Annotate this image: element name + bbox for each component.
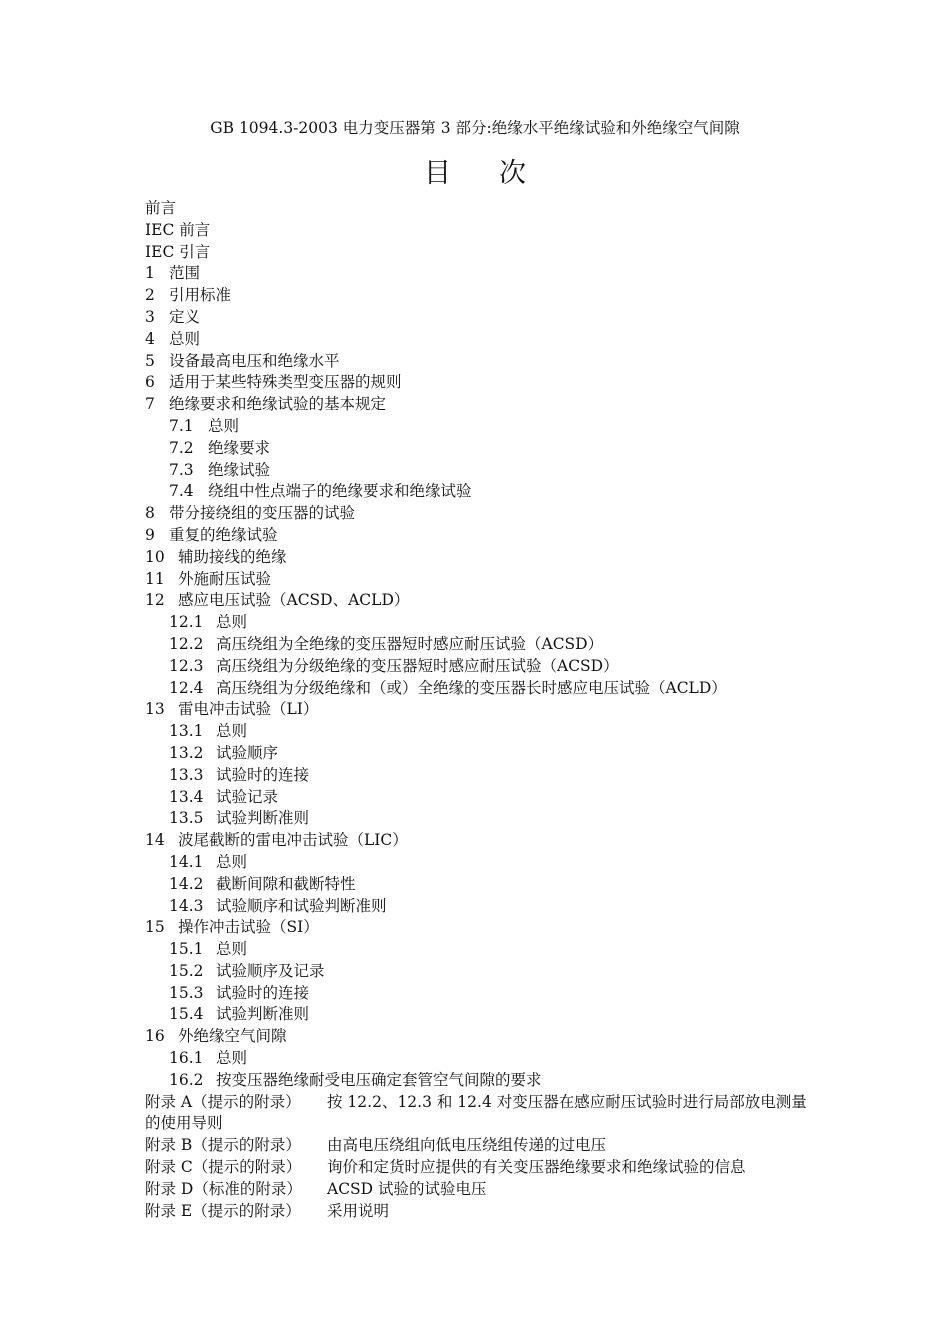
appendix-title: 由高电压绕组向低电压绕组传递的过电压 (327, 1136, 607, 1155)
toc-subsection-entry[interactable] (145, 612, 815, 634)
toc-subsection-entry[interactable] (145, 634, 815, 656)
toc-section-entry[interactable] (145, 263, 815, 285)
toc-entry-title: 绝缘要求和绝缘试验的基本规定 (169, 395, 387, 414)
toc-entry-number: 15 (145, 918, 165, 937)
toc-section-entry[interactable] (145, 503, 815, 525)
toc-appendix-entry[interactable] (145, 1135, 815, 1157)
toc-section-entry[interactable] (145, 590, 815, 612)
table-of-contents (145, 198, 815, 1222)
toc-entry-number: 5 (145, 351, 155, 370)
toc-entry-title: 试验判断准则 (216, 1005, 310, 1024)
toc-entry-number: 13.2 (169, 743, 204, 762)
toc-entry-title: 感应电压试验（ACSD、ACLD） (178, 591, 410, 610)
toc-entry-title: 总则 (216, 1049, 248, 1068)
toc-entry-title: 高压绕组为全绝缘的变压器短时感应耐压试验（ACSD） (216, 634, 604, 653)
appendix-title: ACSD 试验的试验电压 (327, 1179, 487, 1198)
toc-section-entry[interactable] (145, 917, 815, 939)
appendix-label: 附录 A（提示的附录） (145, 1092, 301, 1111)
appendix-label: 附录 E（提示的附录） (145, 1201, 301, 1220)
toc-entry-title: 总则 (216, 722, 248, 741)
toc-entry-title: 总则 (216, 940, 248, 959)
toc-subsection-entry[interactable] (145, 656, 815, 678)
toc-entry-number: 15.4 (169, 1005, 204, 1024)
toc-entry-number: 13 (145, 700, 165, 719)
toc-entry-number: 1 (145, 264, 155, 283)
toc-subsection-entry[interactable] (145, 481, 815, 503)
appendix-title: 按 12.2、12.3 和 12.4 对变压器在感应耐压试验时进行局部放电测量的使用导则 (145, 1092, 807, 1133)
toc-subsection-entry[interactable] (145, 765, 815, 787)
toc-section-entry[interactable] (145, 525, 815, 547)
toc-entry-number: 7.3 (169, 460, 194, 479)
toc-section-entry[interactable] (145, 830, 815, 852)
toc-subsection-entry[interactable] (145, 787, 815, 809)
toc-entry-title: 雷电冲击试验（LI） (178, 700, 319, 719)
toc-entry-number: 2 (145, 286, 155, 305)
toc-subsection-entry[interactable] (145, 852, 815, 874)
toc-subsection-entry[interactable] (145, 1070, 815, 1092)
toc-subsection-entry[interactable] (145, 743, 815, 765)
toc-entry-number: 10 (145, 547, 165, 566)
toc-entry-number: 7.1 (169, 416, 194, 435)
toc-section-entry[interactable] (145, 307, 815, 329)
toc-entry-number: 12.3 (169, 656, 204, 675)
toc-subsection-entry[interactable] (145, 896, 815, 918)
toc-entry-title: 试验顺序及记录 (216, 961, 325, 980)
toc-entry-number: 15.2 (169, 961, 204, 980)
toc-entry-title: 设备最高电压和绝缘水平 (169, 351, 340, 370)
toc-subsection-entry[interactable] (145, 460, 815, 482)
appendix-label: 附录 D（标准的附录） (145, 1179, 302, 1198)
toc-section-entry[interactable] (145, 372, 815, 394)
toc-entry-title: 截断间隙和截断特性 (216, 874, 356, 893)
toc-section-entry[interactable] (145, 220, 815, 242)
toc-entry-title: 定义 (169, 307, 201, 326)
toc-entry-title: 按变压器绝缘耐受电压确定套管空气间隙的要求 (216, 1070, 542, 1089)
appendix-label: 附录 B（提示的附录） (145, 1136, 301, 1155)
toc-entry-number: 9 (145, 525, 155, 544)
toc-entry-title: 绕组中性点端子的绝缘要求和绝缘试验 (208, 482, 472, 501)
toc-entry-title: 总则 (169, 329, 201, 348)
toc-section-entry[interactable] (145, 699, 815, 721)
toc-entry-number: 12.2 (169, 634, 204, 653)
toc-entry-title: 适用于某些特殊类型变压器的规则 (169, 373, 402, 392)
toc-entry-number: 16.1 (169, 1049, 204, 1068)
toc-entry-title: 总则 (216, 852, 248, 871)
toc-entry-title: 试验时的连接 (216, 765, 310, 784)
toc-entry-number: 13.1 (169, 722, 204, 741)
toc-subsection-entry[interactable] (145, 416, 815, 438)
toc-entry-number: 13.5 (169, 809, 204, 828)
toc-entry-number: 12.4 (169, 678, 204, 697)
toc-subsection-entry[interactable] (145, 1004, 815, 1026)
toc-entry-title: 试验顺序和试验判断准则 (216, 896, 387, 915)
toc-subsection-entry[interactable] (145, 983, 815, 1005)
toc-section-entry[interactable] (145, 394, 815, 416)
toc-entry-title: 试验判断准则 (216, 809, 310, 828)
toc-section-entry[interactable] (145, 569, 815, 591)
toc-entry-title: 试验记录 (216, 787, 279, 806)
toc-appendix-entry[interactable] (145, 1201, 815, 1223)
toc-entry-number: 15.1 (169, 940, 204, 959)
toc-entry-title: 绝缘试验 (208, 460, 271, 479)
toc-section-entry[interactable] (145, 547, 815, 569)
toc-section-entry[interactable] (145, 351, 815, 373)
appendix-title: 询价和定货时应提供的有关变压器绝缘要求和绝缘试验的信息 (327, 1158, 746, 1177)
toc-entry-title: 波尾截断的雷电冲击试验（LIC） (178, 831, 408, 850)
toc-heading-char-1: 目 (424, 158, 451, 189)
toc-entry-number: 13.3 (169, 765, 204, 784)
toc-section-entry[interactable] (145, 285, 815, 307)
toc-appendix-entry[interactable] (145, 1179, 815, 1201)
toc-entry-title: 高压绕组为分级绝缘和（或）全绝缘的变压器长时感应电压试验（ACLD） (216, 678, 727, 697)
toc-entry-title: 操作冲击试验（SI） (178, 918, 319, 937)
toc-entry-number: 7.4 (169, 482, 194, 501)
toc-section-entry[interactable] (145, 198, 815, 220)
toc-entry-number: 6 (145, 373, 155, 392)
toc-section-entry[interactable] (145, 329, 815, 351)
toc-entry-title: 试验时的连接 (216, 983, 310, 1002)
toc-entry-number: 11 (145, 569, 165, 588)
toc-subsection-entry[interactable] (145, 438, 815, 460)
toc-entry-title: 重复的绝缘试验 (169, 525, 278, 544)
toc-entry-number: 4 (145, 329, 155, 348)
toc-subsection-entry[interactable] (145, 939, 815, 961)
toc-entry-title: 总则 (208, 416, 240, 435)
toc-subsection-entry[interactable] (145, 874, 815, 896)
toc-subsection-entry[interactable] (145, 1048, 815, 1070)
toc-section-entry[interactable] (145, 242, 815, 264)
appendix-title: 采用说明 (327, 1201, 390, 1220)
toc-entry-number: 12 (145, 591, 165, 610)
toc-section-entry[interactable] (145, 1026, 815, 1048)
appendix-label: 附录 C（提示的附录） (145, 1158, 302, 1177)
toc-entry-title: 引用标准 (169, 286, 232, 305)
toc-entry-number: 12.1 (169, 613, 204, 632)
toc-appendix-entry[interactable] (145, 1092, 815, 1136)
toc-entry-title: 总则 (216, 613, 248, 632)
toc-entry-number: 13.4 (169, 787, 204, 806)
toc-entry-number: 14.2 (169, 874, 204, 893)
toc-entry-title: 高压绕组为分级绝缘的变压器短时感应耐压试验（ACSD） (216, 656, 619, 675)
toc-heading (0, 156, 950, 192)
toc-appendix-entry[interactable] (145, 1157, 815, 1179)
toc-entry-title: 外施耐压试验 (178, 569, 272, 588)
toc-heading-char-2: 次 (499, 158, 526, 189)
toc-subsection-entry[interactable] (145, 721, 815, 743)
toc-entry-title: 范围 (169, 264, 201, 283)
document-title: GB 1094.3-2003 电力变压器第 3 部分:绝缘水平绝缘试验和外绝缘空气间隙 (210, 119, 740, 137)
toc-entry-title: 辅助接线的绝缘 (178, 547, 287, 566)
toc-entry-number: 7 (145, 395, 155, 414)
toc-entry-number: 8 (145, 504, 155, 523)
toc-entry-number: 7.2 (169, 438, 194, 457)
toc-entry-number: 3 (145, 307, 155, 326)
toc-entry-title: IEC 引言 (145, 242, 211, 261)
toc-subsection-entry[interactable] (145, 808, 815, 830)
toc-entry-number: 15.3 (169, 983, 204, 1002)
toc-entry-number: 14.1 (169, 852, 204, 871)
toc-entry-number: 16.2 (169, 1070, 204, 1089)
toc-entry-title: IEC 前言 (145, 220, 211, 239)
toc-entry-title: 带分接绕组的变压器的试验 (169, 504, 356, 523)
toc-subsection-entry[interactable] (145, 961, 815, 983)
toc-entry-title: 外绝缘空气间隙 (178, 1027, 287, 1046)
toc-subsection-entry[interactable] (145, 678, 815, 700)
toc-entry-number: 14 (145, 831, 165, 850)
toc-entry-title: 绝缘要求 (208, 438, 271, 457)
toc-entry-number: 16 (145, 1027, 165, 1046)
toc-entry-title: 前言 (145, 199, 177, 217)
toc-entry-number: 14.3 (169, 896, 204, 915)
toc-entry-title: 试验顺序 (216, 743, 279, 762)
